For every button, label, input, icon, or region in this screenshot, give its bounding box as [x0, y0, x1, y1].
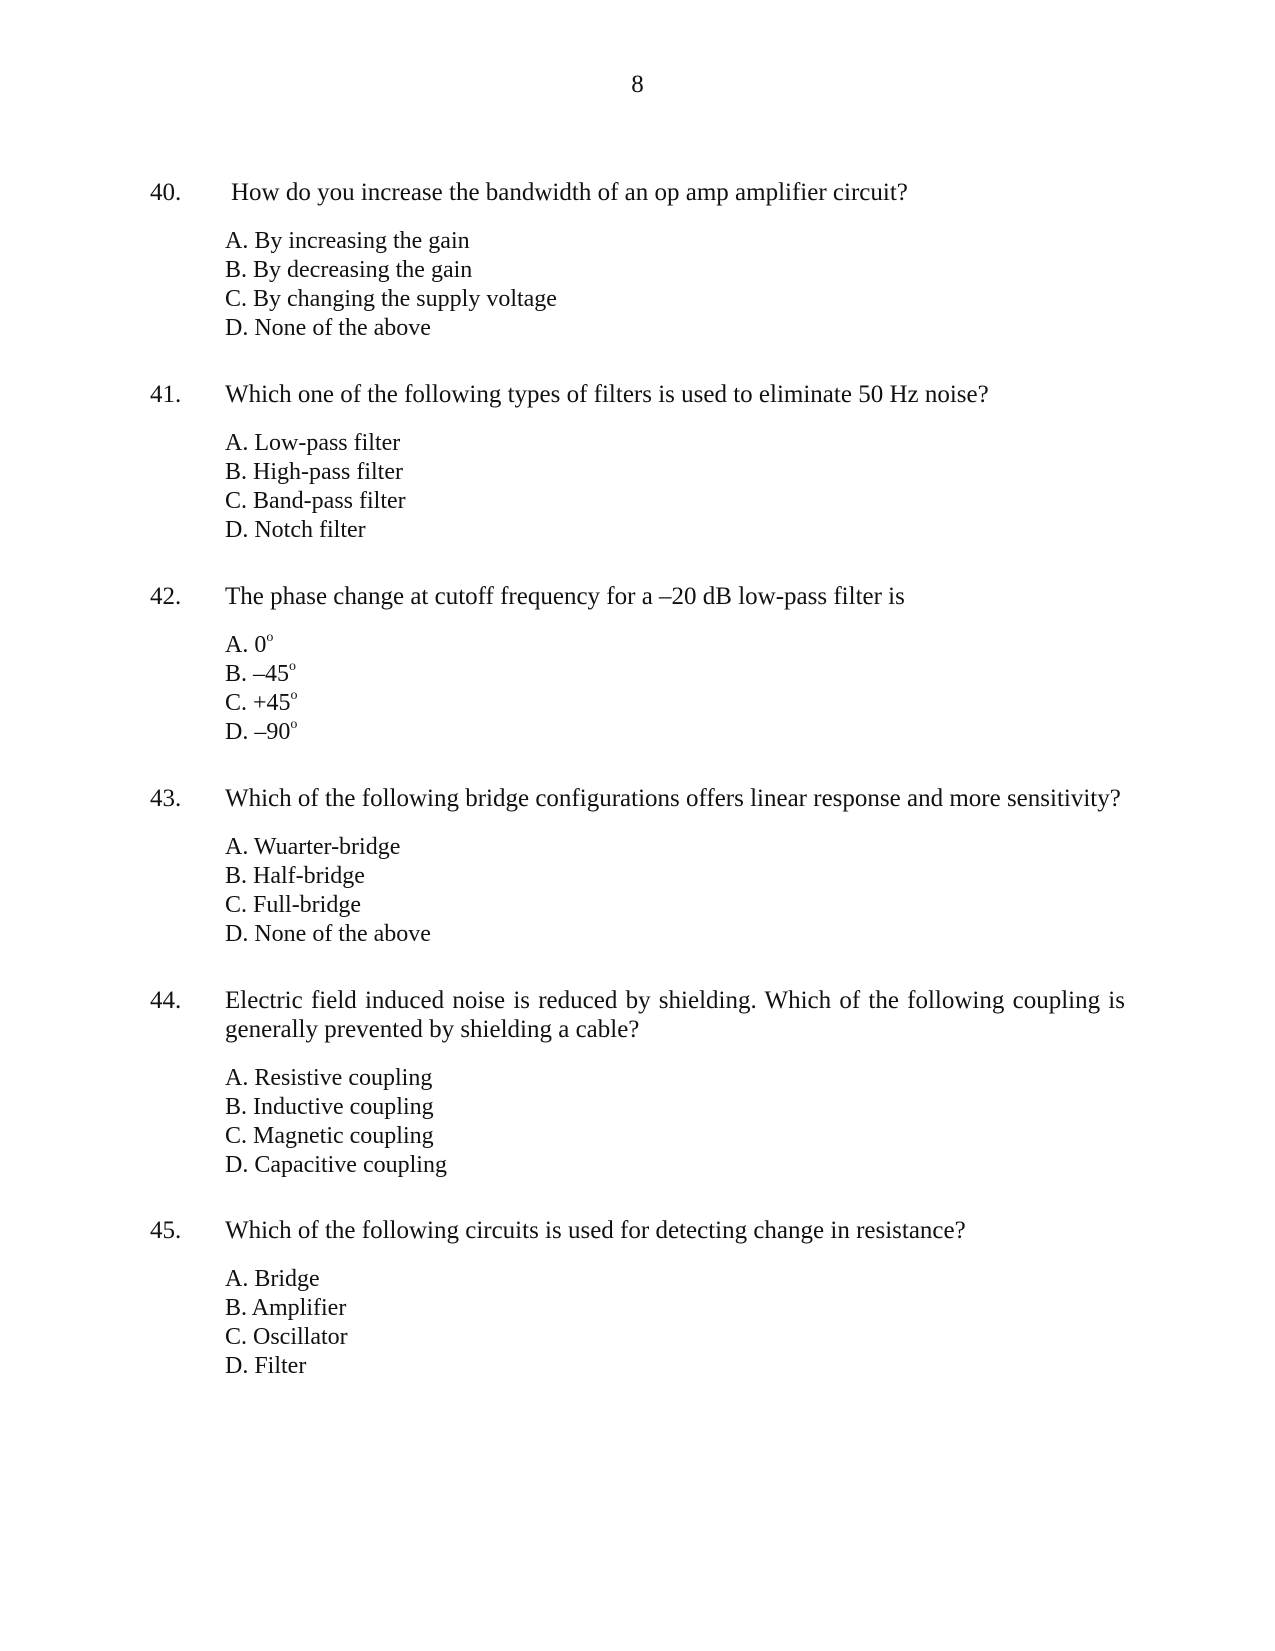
question-text: Which of the following bridge configurations offers linear response and more sensitivity? — [225, 785, 1121, 812]
answer-options — [225, 1265, 348, 1381]
option-a: A. Low-pass filter — [225, 430, 401, 456]
option-a: A. Bridge — [225, 1266, 320, 1292]
option-c: C. Band-pass filter — [225, 488, 406, 514]
degree-mark: o — [266, 630, 274, 645]
option-a: A. Wuarter-bridge — [225, 834, 401, 860]
answer-options — [225, 1064, 447, 1180]
degree-mark: o — [290, 717, 298, 732]
option-b: B. High-pass filter — [225, 459, 403, 485]
option-label: B. –45 — [225, 661, 290, 687]
option-d: D. Filter — [225, 1353, 307, 1379]
question-number: 41. — [150, 381, 182, 408]
option-b — [225, 660, 298, 689]
question-text: Which one of the following types of filters is used to eliminate 50 Hz noise? — [225, 381, 989, 408]
option-b: B. Half-bridge — [225, 863, 365, 889]
option-label: C. +45 — [225, 690, 291, 716]
option-c: C. Full-bridge — [225, 892, 361, 918]
option-c: C. Oscillator — [225, 1324, 348, 1350]
option-b: B. Amplifier — [225, 1295, 347, 1321]
question-text: Which of the following circuits is used for detecting change in resistance? — [225, 1217, 966, 1244]
question-number: 43. — [150, 785, 182, 812]
question-number: 45. — [150, 1217, 182, 1244]
option-d — [225, 718, 298, 747]
option-label: D. –90 — [225, 719, 291, 745]
question-text: How do you increase the bandwidth of an op amp amplifier circuit? — [231, 179, 908, 206]
page-number: 8 — [631, 71, 644, 98]
answer-options — [225, 833, 431, 949]
option-b: B. Inductive coupling — [225, 1094, 434, 1120]
answer-options — [225, 631, 298, 747]
option-d: D. None of the above — [225, 921, 431, 947]
option-c: C. By changing the supply voltage — [225, 286, 557, 312]
answer-options — [225, 429, 406, 545]
option-a: A. By increasing the gain — [225, 228, 470, 254]
option-d: D. None of the above — [225, 315, 431, 341]
option-b: B. By decreasing the gain — [225, 257, 473, 283]
option-a: A. Resistive coupling — [225, 1065, 433, 1091]
option-a — [225, 631, 298, 660]
option-c: C. Magnetic coupling — [225, 1123, 434, 1149]
answer-options — [225, 227, 557, 343]
option-d: D. Capacitive coupling — [225, 1152, 447, 1178]
question-text: The phase change at cutoff frequency for a –20 dB low-pass filter is — [225, 583, 905, 610]
question-number: 42. — [150, 583, 182, 610]
degree-mark: o — [290, 688, 298, 703]
option-d: D. Notch filter — [225, 517, 366, 543]
question-text: Electric field induced noise is reduced by shielding. Which of the following coupling is generally prevented by shielding a cable? — [225, 987, 1125, 1043]
question-number: 44. — [150, 987, 182, 1014]
option-label: A. 0 — [225, 632, 267, 658]
question-number: 40. — [150, 179, 182, 206]
degree-mark: o — [289, 659, 297, 674]
option-c — [225, 689, 298, 718]
